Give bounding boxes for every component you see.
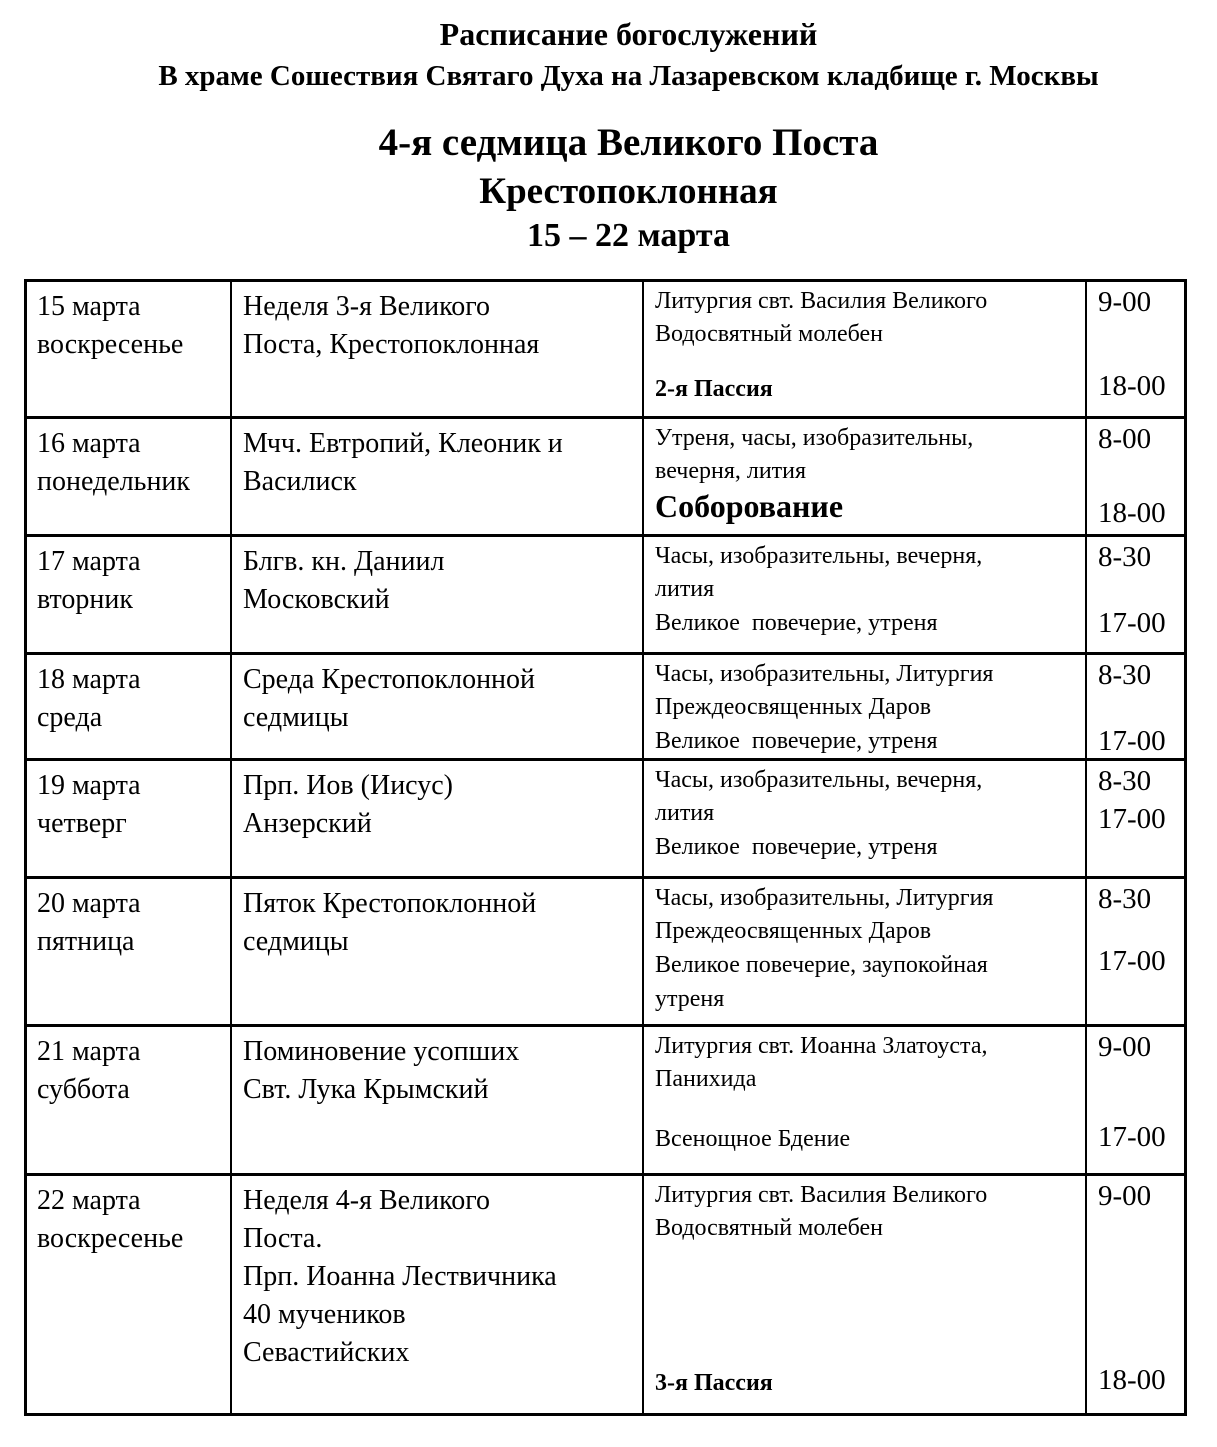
feast-line: Московский (243, 584, 390, 615)
feast-cell (232, 761, 644, 876)
week-name: Крестопоклонная (479, 171, 778, 212)
weekday: вторник (37, 584, 133, 615)
feast-line: 40 мучеников (243, 1299, 406, 1330)
weekday: пятница (37, 926, 135, 957)
feast-line: Мчч. Евтропий, Клеоник и (243, 428, 563, 459)
service: вечерня, лития (655, 458, 807, 484)
service: утреня (655, 986, 725, 1012)
date-cell (27, 1027, 232, 1173)
time: 9-00 (1098, 1031, 1152, 1063)
feast-cell (232, 655, 644, 758)
feast-line: седмицы (243, 702, 349, 733)
date-cell (27, 419, 232, 534)
feast-line: Поминовение усопших (243, 1036, 520, 1067)
service: Всенощное Бдение (655, 1126, 851, 1152)
feast-cell (232, 282, 644, 416)
date: 15 марта (37, 291, 141, 322)
feast-line: Василиск (243, 466, 357, 497)
date-cell (27, 655, 232, 758)
feast-line: седмицы (243, 926, 349, 957)
feast-line: Блгв. кн. Даниил (243, 546, 445, 577)
services-cell (644, 537, 1087, 652)
time: 18-00 (1098, 370, 1166, 402)
time: 8-00 (1098, 423, 1152, 455)
table-row (27, 655, 1184, 761)
weekday: четверг (37, 808, 127, 839)
feast-cell (232, 1027, 644, 1173)
services-cell (644, 282, 1087, 416)
date: 17 марта (37, 546, 141, 577)
feast-line: Неделя 4-я Великого (243, 1185, 491, 1216)
date: 18 марта (37, 664, 141, 695)
service: Водосвятный молебен (655, 1215, 884, 1241)
feast-cell (232, 537, 644, 652)
services-cell (644, 879, 1087, 1024)
time: 17-00 (1098, 607, 1166, 639)
service: Соборование (655, 488, 844, 524)
time: 8-30 (1098, 541, 1152, 573)
feast-line: Прп. Иов (Иисус) (243, 770, 453, 801)
service: 3-я Пассия (655, 1370, 773, 1396)
service: Панихида (655, 1066, 757, 1092)
schedule-table (24, 279, 1187, 1416)
weekday: среда (37, 702, 103, 733)
service: Часы, изобразительны, Литургия (655, 885, 994, 911)
date: 20 марта (37, 888, 141, 919)
time: 18-00 (1098, 497, 1166, 529)
service: Великое повечерие, утреня (655, 728, 938, 754)
feast-cell (232, 879, 644, 1024)
times-cell (1087, 1027, 1184, 1173)
feast-line: Неделя 3-я Великого (243, 291, 491, 322)
feast-cell (232, 419, 644, 534)
feast-line: Поста. (243, 1223, 323, 1254)
services-cell (644, 419, 1087, 534)
service: Литургия свт. Василия Великого (655, 1182, 988, 1208)
table-row (27, 537, 1184, 655)
time: 17-00 (1098, 803, 1166, 835)
date: 21 марта (37, 1036, 141, 1067)
time: 17-00 (1098, 725, 1166, 757)
times-cell (1087, 419, 1184, 534)
service: Часы, изобразительны, вечерня, (655, 543, 983, 569)
services-cell (644, 655, 1087, 758)
time: 9-00 (1098, 286, 1152, 318)
service: Преждеосвященных Даров (655, 918, 932, 944)
church-name: В храме Сошествия Святаго Духа на Лазаревском кладбище г. Москвы (158, 60, 1099, 92)
service: Великое повечерие, утреня (655, 610, 938, 636)
date: 22 марта (37, 1185, 141, 1216)
week-title: 4-я седмица Великого Поста (378, 121, 879, 164)
feast-line: Свт. Лука Крымский (243, 1074, 489, 1105)
table-row (27, 282, 1184, 419)
feast-cell (232, 1176, 644, 1413)
weekday: воскресенье (37, 329, 184, 360)
feast-line: Поста, Крестопоклонная (243, 329, 540, 360)
service: Утреня, часы, изобразительны, (655, 425, 974, 451)
time: 17-00 (1098, 1121, 1166, 1153)
feast-line: Анзерский (243, 808, 372, 839)
feast-line: Среда Крестопоклонной (243, 664, 536, 695)
table-row (27, 761, 1184, 879)
service: лития (655, 576, 715, 602)
weekday: понедельник (37, 466, 191, 497)
date-cell (27, 879, 232, 1024)
service: Преждеосвященных Даров (655, 694, 932, 720)
times-cell (1087, 879, 1184, 1024)
date-range: 15 – 22 марта (526, 217, 730, 254)
date-cell (27, 282, 232, 416)
service: Часы, изобразительны, вечерня, (655, 767, 983, 793)
service: Великое повечерие, заупокойная (655, 952, 988, 978)
document-title: Расписание богослужений (439, 16, 818, 52)
services-cell (644, 1027, 1087, 1173)
date-cell (27, 1176, 232, 1413)
time: 8-30 (1098, 883, 1152, 915)
service: 2-я Пассия (655, 376, 773, 402)
date-cell (27, 761, 232, 876)
table-row (27, 1176, 1184, 1413)
time: 9-00 (1098, 1180, 1152, 1212)
times-cell (1087, 282, 1184, 416)
date: 19 марта (37, 770, 141, 801)
service: Литургия свт. Василия Великого (655, 288, 988, 314)
service: Водосвятный молебен (655, 321, 884, 347)
time: 17-00 (1098, 945, 1166, 977)
times-cell (1087, 537, 1184, 652)
time: 8-30 (1098, 659, 1152, 691)
feast-line: Севастийских (243, 1337, 410, 1368)
table-row (27, 419, 1184, 537)
times-cell (1087, 761, 1184, 876)
feast-line: Прп. Иоанна Лествичника (243, 1261, 557, 1292)
service: Литургия свт. Иоанна Златоуста, (655, 1033, 988, 1059)
times-cell (1087, 655, 1184, 758)
time: 18-00 (1098, 1364, 1166, 1396)
services-cell (644, 761, 1087, 876)
date: 16 марта (37, 428, 141, 459)
service: лития (655, 800, 715, 826)
service: Великое повечерие, утреня (655, 834, 938, 860)
weekday: воскресенье (37, 1223, 184, 1254)
feast-line: Пяток Крестопоклонной (243, 888, 537, 919)
weekday: суббота (37, 1074, 130, 1105)
services-cell (644, 1176, 1087, 1413)
table-row (27, 879, 1184, 1027)
date-cell (27, 537, 232, 652)
table-row (27, 1027, 1184, 1176)
times-cell (1087, 1176, 1184, 1413)
service: Часы, изобразительны, Литургия (655, 661, 994, 687)
time: 8-30 (1098, 765, 1152, 797)
